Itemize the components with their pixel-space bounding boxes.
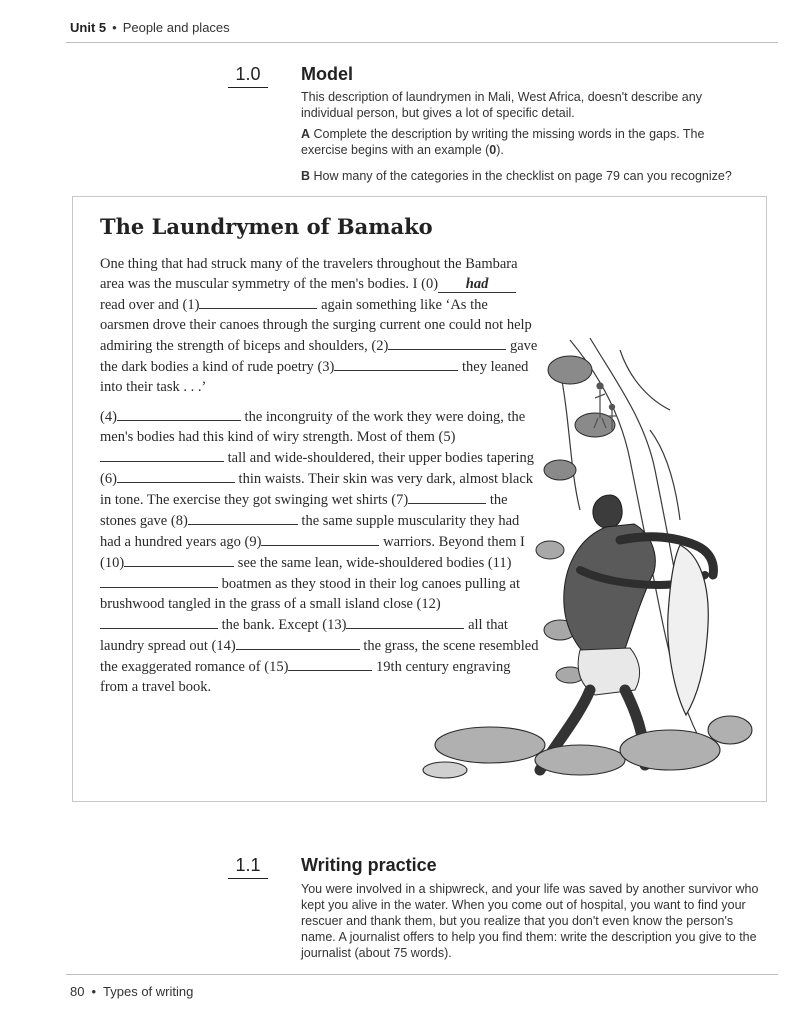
task-a-letter: A bbox=[301, 127, 311, 141]
laundryman-illustration bbox=[420, 330, 760, 780]
passage-text-run: read over and bbox=[100, 297, 179, 313]
header-bullet: • bbox=[112, 20, 117, 35]
gap-label-13: (13) bbox=[322, 617, 347, 633]
task-b-text: How many of the categories in the checklist on page 79 can you recognize? bbox=[313, 169, 732, 183]
header-divider bbox=[66, 42, 778, 43]
blank-gap-10[interactable] bbox=[124, 552, 234, 567]
blank-gap-1[interactable] bbox=[199, 294, 317, 309]
gap-label-5: (5) bbox=[438, 429, 456, 445]
blank-gap-8[interactable] bbox=[188, 510, 298, 525]
practice-text: You were involved in a shipwreck, and your life was saved by another survivor who kept you alive in the water. When you come out of hospital, you want to find your rescuer and thank them, but you realize that you don't even know the person's name. A journalist offers to help you find them: write the description you give to the journalist (about 75 words). bbox=[301, 882, 759, 960]
section-number-underline bbox=[228, 87, 268, 88]
blank-gap-4[interactable] bbox=[117, 406, 241, 421]
section-title-model: Model bbox=[301, 64, 353, 84]
gap-label-9: (9) bbox=[244, 534, 262, 550]
passage-text-run: the incongruity of the work they were doing, the men's bodies had this kind of wiry strength. Most of them bbox=[100, 409, 526, 445]
passage-text-run: the same supple muscularity they had had a hundred years ago bbox=[100, 513, 520, 550]
footer-label: Types of writing bbox=[103, 984, 194, 999]
passage-text-run: see the same lean, wide-shouldered bodies bbox=[237, 555, 485, 571]
task-b-letter: B bbox=[301, 169, 311, 183]
passage-text-run: the bank. Except bbox=[221, 617, 319, 633]
gap-label-10: (10) bbox=[100, 555, 125, 571]
section-number-practice: 1.1 bbox=[235, 855, 261, 875]
gap-label-8: (8) bbox=[170, 513, 188, 529]
task-a-text: Complete the description by writing the missing words in the gaps. The exercise begins with an example ( bbox=[301, 127, 705, 157]
passage-text-run: gave the dark bodies a kind of rude poetry bbox=[100, 338, 538, 375]
gap-label-4: (4) bbox=[100, 409, 117, 425]
blank-gap-9[interactable] bbox=[261, 531, 379, 546]
page-footer bbox=[70, 984, 193, 999]
blank-gap-15[interactable] bbox=[288, 656, 372, 671]
passage-text-run: thin waists. Their skin was very dark, almost black in tone. The exercise they got swinging wet shirts bbox=[100, 471, 534, 508]
model-intro: This description of laundrymen in Mali, West Africa, doesn't describe any individual person, but gives a lot of specific detail. bbox=[301, 90, 702, 120]
task-a-example-number: 0 bbox=[489, 143, 497, 157]
gap-label-12: (12) bbox=[416, 596, 441, 612]
gap-label-14: (14) bbox=[211, 638, 236, 654]
gap-label-2: (2) bbox=[371, 338, 389, 354]
blank-gap-12[interactable] bbox=[100, 614, 218, 629]
footer-divider bbox=[66, 974, 778, 975]
passage-text-run: they leaned into their task . . .’ bbox=[100, 359, 529, 395]
passage-text-run: the grass, the scene resembled the exaggerated romance of bbox=[100, 638, 539, 675]
gap-label-0: I (0) bbox=[412, 276, 439, 292]
section-number-model: 1.0 bbox=[235, 64, 261, 84]
task-a bbox=[301, 126, 741, 158]
passage-text-run: 19th century engraving from a travel book. bbox=[100, 659, 511, 695]
gap-label-15: (15) bbox=[264, 659, 289, 675]
gap-label-7: (7) bbox=[391, 492, 409, 508]
blank-gap-11[interactable] bbox=[100, 573, 218, 588]
passage-title: The Laundrymen of Bamako bbox=[100, 214, 433, 239]
example-answer: had bbox=[438, 277, 516, 293]
section-number-underline bbox=[228, 878, 268, 879]
page-number: 80 bbox=[70, 984, 85, 999]
blank-gap-5[interactable] bbox=[100, 447, 224, 462]
unit-section-name: People and places bbox=[122, 20, 230, 35]
gap-label-6: (6) bbox=[100, 471, 117, 487]
task-a-end: ). bbox=[496, 143, 504, 157]
gap-label-11: (11) bbox=[487, 555, 512, 571]
footer-bullet: • bbox=[91, 984, 97, 999]
running-header bbox=[70, 20, 230, 35]
task-b bbox=[301, 168, 771, 184]
section-title-practice: Writing practice bbox=[301, 855, 437, 875]
unit-number: Unit 5 bbox=[70, 20, 107, 35]
passage-text-run: again something like ‘As the oarsmen drove their canoes through the surging current one could not help admiring the strength of biceps and shoulders, bbox=[100, 297, 532, 354]
passage-text-run: One thing that had struck many of the travelers throughout the Bambara area was the muscular symmetry of the men's bodies. bbox=[100, 256, 518, 292]
illustration-foreground-rocks bbox=[423, 716, 752, 778]
passage-text-run: tall and wide-shouldered, their upper bodies tapering bbox=[227, 450, 535, 466]
passage-text-run: warriors. Beyond them I bbox=[383, 534, 525, 550]
gap-label-3: (3) bbox=[317, 359, 335, 375]
blank-gap-14[interactable] bbox=[236, 635, 360, 650]
gap-label-1: (1) bbox=[182, 297, 200, 313]
passage-text-run: the stones gave bbox=[100, 492, 508, 529]
passage-text-run: boatmen as they stood in their log canoes pulling at brushwood tangled in the grass of a small island close bbox=[100, 576, 521, 612]
passage-text-run: all that laundry spread out bbox=[100, 617, 508, 654]
blank-gap-6[interactable] bbox=[117, 468, 235, 483]
